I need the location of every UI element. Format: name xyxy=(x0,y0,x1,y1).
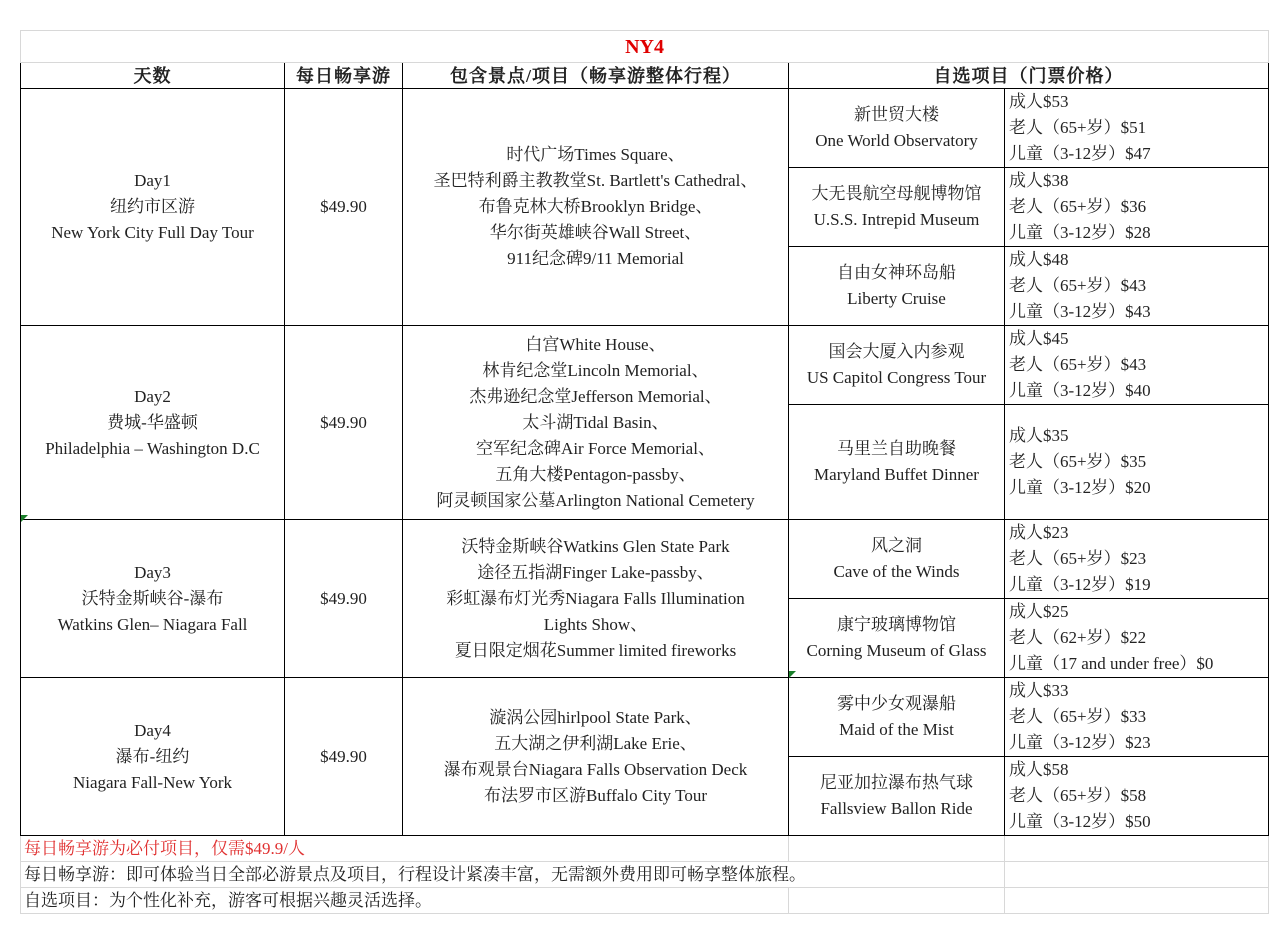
day3-label xyxy=(21,520,285,678)
day1-price: $49.90 xyxy=(285,89,403,326)
price-senior: 老人（65+岁）$51 xyxy=(1009,118,1147,137)
option-en: Cave of the Winds xyxy=(833,562,960,581)
empty-cell xyxy=(789,836,1005,862)
day-route-cn: 沃特金斯峡谷-瀑布 xyxy=(81,588,224,608)
option-name xyxy=(789,757,1005,836)
optional-items-explanation: 自选项目：为个性化补充，游客可根据兴趣灵活选择。 xyxy=(21,888,789,914)
option-name xyxy=(789,599,1005,678)
spot: 沃特金斯峡谷Watkins Glen State Park xyxy=(461,536,730,556)
day3-spots xyxy=(403,520,789,678)
comment-marker-icon xyxy=(21,515,28,522)
option-name xyxy=(789,326,1005,405)
header-included: 包含景点/项目（畅享游整体行程） xyxy=(403,63,789,89)
option-cn: 大无畏航空母舰博物馆 xyxy=(811,184,982,203)
option-en: Maryland Buffet Dinner xyxy=(814,465,979,484)
day4-spots xyxy=(403,678,789,836)
price-senior: 老人（65+岁）$58 xyxy=(1009,786,1147,805)
day2-spots xyxy=(403,326,789,520)
price-child: 儿童（3-12岁）$47 xyxy=(1009,144,1151,163)
price-senior: 老人（65+岁）$36 xyxy=(1009,197,1147,216)
day2-price: $49.90 xyxy=(285,326,403,520)
header-daily-tour: 每日畅享游 xyxy=(285,63,403,89)
spot: 夏日限定烟花Summer limited fireworks xyxy=(454,640,737,660)
price-child: 儿童（17 and under free）$0 xyxy=(1009,654,1214,673)
price-child: 儿童（3-12岁）$50 xyxy=(1009,812,1151,831)
option-cn: 新世贸大楼 xyxy=(854,105,939,124)
option-cn: 国会大厦入内参观 xyxy=(828,342,965,361)
option-en: Liberty Cruise xyxy=(847,289,946,308)
option-prices xyxy=(1005,405,1269,520)
spot: 911纪念碑9/11 Memorial xyxy=(507,249,684,268)
spot: 林肯纪念堂Lincoln Memorial、 xyxy=(482,360,709,380)
spot: 空军纪念碑Air Force Memorial、 xyxy=(476,438,715,458)
option-en: Fallsview Ballon Ride xyxy=(820,799,973,818)
spot: 布法罗市区游Buffalo City Tour xyxy=(484,785,707,805)
price-adult: 成人$38 xyxy=(1009,171,1069,190)
option-en: Maid of the Mist xyxy=(839,720,954,739)
header-optional: 自选项目（门票价格） xyxy=(789,63,1269,89)
day1-label xyxy=(21,89,285,326)
option-prices xyxy=(1005,326,1269,405)
option-name xyxy=(789,520,1005,599)
option-prices xyxy=(1005,89,1269,168)
day-route-cn: 费城-华盛顿 xyxy=(107,412,198,432)
day-number: Day2 xyxy=(134,386,171,406)
option-cn: 康宁玻璃博物馆 xyxy=(837,615,956,634)
spot: 白宫White House、 xyxy=(525,334,666,354)
price-senior: 老人（65+岁）$33 xyxy=(1009,707,1147,726)
option-cn: 自由女神环岛船 xyxy=(837,263,956,282)
day3-price: $49.90 xyxy=(285,520,403,678)
option-prices xyxy=(1005,757,1269,836)
day4-price: $49.90 xyxy=(285,678,403,836)
empty-cell xyxy=(789,888,1005,914)
itinerary-table xyxy=(20,30,1269,914)
day-route-cn: 纽约市区游 xyxy=(110,197,195,216)
day-route-cn: 瀑布-纽约 xyxy=(115,746,190,766)
option-prices xyxy=(1005,168,1269,247)
option-name xyxy=(789,89,1005,168)
option-cn: 马里兰自助晚餐 xyxy=(837,439,956,458)
spot: Lights Show、 xyxy=(543,614,648,634)
empty-cell xyxy=(1005,888,1269,914)
option-en: Corning Museum of Glass xyxy=(806,641,987,660)
option-prices xyxy=(1005,599,1269,678)
comment-marker-icon xyxy=(789,671,796,678)
spot: 太斗湖Tidal Basin、 xyxy=(522,412,669,432)
spot: 时代广场Times Square、 xyxy=(506,145,685,164)
daily-tour-explanation: 每日畅享游：即可体验当日全部必游景点及项目，行程设计紧凑丰富，无需额外费用即可畅享整体旅程。 xyxy=(21,862,1005,888)
spot: 圣巴特利爵主教教堂St. Bartlett's Cathedral、 xyxy=(433,171,758,190)
option-en: US Capitol Congress Tour xyxy=(806,368,987,387)
price-senior: 老人（65+岁）$43 xyxy=(1009,355,1147,374)
option-prices xyxy=(1005,678,1269,757)
price-adult: 成人$33 xyxy=(1009,681,1069,700)
option-cn: 雾中少女观瀑船 xyxy=(837,694,956,713)
header-days: 天数 xyxy=(21,63,285,89)
option-prices xyxy=(1005,520,1269,599)
option-cn: 风之洞 xyxy=(871,536,922,555)
day-number: Day4 xyxy=(134,720,171,740)
option-cn: 尼亚加拉瀑布热气球 xyxy=(820,773,973,792)
empty-cell xyxy=(1005,862,1269,888)
option-en: U.S.S. Intrepid Museum xyxy=(813,210,980,229)
option-name xyxy=(789,405,1005,520)
option-prices xyxy=(1005,247,1269,326)
spot: 布鲁克林大桥Brooklyn Bridge、 xyxy=(478,197,713,216)
price-child: 儿童（3-12岁）$43 xyxy=(1009,302,1151,321)
price-senior: 老人（65+岁）$23 xyxy=(1009,549,1147,568)
price-child: 儿童（3-12岁）$23 xyxy=(1009,733,1151,752)
price-adult: 成人$48 xyxy=(1009,250,1069,269)
price-child: 儿童（3-12岁）$28 xyxy=(1009,223,1151,242)
price-adult: 成人$23 xyxy=(1009,523,1069,542)
spot: 瀑布观景台Niagara Falls Observation Deck xyxy=(443,759,748,779)
price-adult: 成人$53 xyxy=(1009,92,1069,111)
day4-label xyxy=(21,678,285,836)
day1-spots xyxy=(403,89,789,326)
price-child: 儿童（3-12岁）$20 xyxy=(1009,478,1151,497)
day-route-en: Niagara Fall-New York xyxy=(72,772,233,792)
spot: 华尔街英雄峡谷Wall Street、 xyxy=(489,223,702,242)
spot: 五大湖之伊利湖Lake Erie、 xyxy=(494,733,697,753)
itinerary-sheet xyxy=(20,30,1268,914)
price-adult: 成人$35 xyxy=(1009,426,1069,445)
spot: 彩虹瀑布灯光秀Niagara Falls Illumination xyxy=(446,588,745,608)
price-senior: 老人（62+岁）$22 xyxy=(1009,628,1147,647)
mandatory-fee-note: 每日畅享游为必付项目，仅需$49.9/人 xyxy=(21,836,789,862)
price-senior: 老人（65+岁）$35 xyxy=(1009,452,1147,471)
day-number: Day3 xyxy=(134,562,171,582)
option-name xyxy=(789,678,1005,757)
spot: 漩涡公园hirlpool State Park、 xyxy=(489,707,702,727)
spot: 途径五指湖Finger Lake-passby、 xyxy=(477,562,714,582)
option-name xyxy=(789,247,1005,326)
day-route-en: Philadelphia – Washington D.C xyxy=(45,438,260,458)
day-route-en: Watkins Glen– Niagara Fall xyxy=(57,614,248,634)
day-route-en: New York City Full Day Tour xyxy=(51,223,254,242)
price-adult: 成人$45 xyxy=(1009,329,1069,348)
option-en: One World Observatory xyxy=(815,131,978,150)
price-adult: 成人$25 xyxy=(1009,602,1069,621)
table-title: NY4 xyxy=(21,31,1269,63)
price-child: 儿童（3-12岁）$40 xyxy=(1009,381,1151,400)
day2-label xyxy=(21,326,285,520)
price-adult: 成人$58 xyxy=(1009,760,1069,779)
empty-cell xyxy=(1005,836,1269,862)
spot: 阿灵顿国家公墓Arlington National Cemetery xyxy=(436,490,755,510)
option-name xyxy=(789,168,1005,247)
price-senior: 老人（65+岁）$43 xyxy=(1009,276,1147,295)
spot: 杰弗逊纪念堂Jefferson Memorial、 xyxy=(469,386,722,406)
spot: 五角大楼Pentagon-passby、 xyxy=(495,464,696,484)
price-child: 儿童（3-12岁）$19 xyxy=(1009,575,1151,594)
day-number: Day1 xyxy=(134,171,171,190)
